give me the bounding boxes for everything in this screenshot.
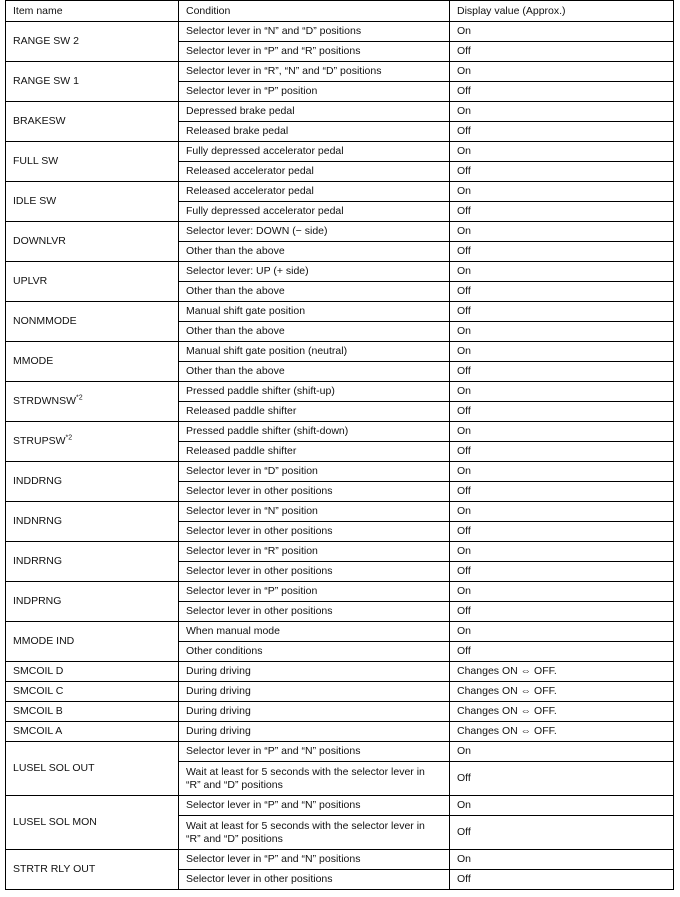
item-name-cell — [6, 796, 179, 850]
item-name-cell — [6, 702, 179, 722]
display-value-cell: On — [450, 622, 674, 642]
display-value-cell: Changes ON ⇔ OFF. — [450, 662, 674, 682]
display-value-cell: On — [450, 850, 674, 870]
item-name-cell — [6, 462, 179, 502]
condition-cell: Released paddle shifter — [179, 402, 450, 422]
item-name: RANGE SW 2 — [13, 35, 79, 47]
table-row — [6, 382, 674, 402]
display-value-cell: Off — [450, 602, 674, 622]
table-row — [6, 622, 674, 642]
display-value-cell: Off — [450, 82, 674, 102]
item-name-cell — [6, 342, 179, 382]
item-name: SMCOIL B — [13, 705, 63, 717]
item-name: STRTR RLY OUT — [13, 863, 96, 875]
item-name-cell — [6, 262, 179, 302]
table-row — [6, 142, 674, 162]
condition-cell: Selector lever in “P” and “N” positions — [179, 742, 450, 762]
table-row — [6, 742, 674, 762]
condition-cell: Selector lever in “P” and “N” positions — [179, 850, 450, 870]
display-value-cell: Off — [450, 442, 674, 462]
item-name-cell — [6, 22, 179, 62]
condition-cell: Other than the above — [179, 362, 450, 382]
display-value-cell: Off — [450, 282, 674, 302]
display-value-cell: Off — [450, 870, 674, 890]
condition-cell: Selector lever in “P” position — [179, 82, 450, 102]
display-value-cell: On — [450, 422, 674, 442]
condition-cell: Released accelerator pedal — [179, 162, 450, 182]
item-name: UPLVR — [13, 275, 48, 287]
footnote-marker: *2 — [76, 394, 83, 402]
condition-cell: Selector lever in other positions — [179, 522, 450, 542]
display-value-cell: On — [450, 542, 674, 562]
item-name-cell — [6, 542, 179, 582]
display-value-cell: Changes ON ⇔ OFF. — [450, 702, 674, 722]
condition-cell: Released paddle shifter — [179, 442, 450, 462]
display-value-cell: Off — [450, 816, 674, 850]
display-value-cell: Off — [450, 402, 674, 422]
condition-cell: Selector lever in other positions — [179, 870, 450, 890]
item-name-cell — [6, 382, 179, 422]
item-name: STRUPSW — [13, 435, 66, 447]
display-value-table — [5, 0, 674, 890]
item-name: BRAKESW — [13, 115, 66, 127]
display-value-cell: On — [450, 582, 674, 602]
table-row — [6, 702, 674, 722]
item-name-cell — [6, 62, 179, 102]
item-name: STRDWNSW — [13, 395, 76, 407]
table-row — [6, 342, 674, 362]
item-name-cell — [6, 582, 179, 622]
item-name: RANGE SW 1 — [13, 75, 79, 87]
display-value-cell: Off — [450, 202, 674, 222]
display-value-cell: Off — [450, 642, 674, 662]
condition-cell: Selector lever in “P” and “R” positions — [179, 42, 450, 62]
display-value-cell: On — [450, 502, 674, 522]
display-value-cell: Changes ON ⇔ OFF. — [450, 682, 674, 702]
table-row — [6, 62, 674, 82]
footnote-marker: *2 — [65, 434, 73, 442]
condition-cell: Other than the above — [179, 322, 450, 342]
condition-cell: Other than the above — [179, 282, 450, 302]
item-name: SMCOIL C — [13, 685, 64, 697]
item-name-cell — [6, 850, 179, 890]
item-name-cell — [6, 742, 179, 796]
condition-cell: Manual shift gate position (neutral) — [179, 342, 450, 362]
display-value-cell: Off — [450, 162, 674, 182]
display-value-cell: On — [450, 102, 674, 122]
condition-cell: Selector lever in “R”, “N” and “D” positions — [179, 62, 450, 82]
table-row — [6, 682, 674, 702]
display-value-cell: Off — [450, 762, 674, 796]
item-name-cell — [6, 422, 179, 462]
display-value-cell: Off — [450, 362, 674, 382]
table-row — [6, 582, 674, 602]
item-name: MMODE — [13, 355, 54, 367]
condition-cell: Selector lever in “N” position — [179, 502, 450, 522]
display-value-cell: Off — [450, 562, 674, 582]
condition-cell: Selector lever in “P” and “N” positions — [179, 796, 450, 816]
display-value-cell: On — [450, 342, 674, 362]
condition-cell: Pressed paddle shifter (shift-up) — [179, 382, 450, 402]
condition-cell: Wait at least for 5 seconds with the selector lever in “R” and “D” positions — [179, 762, 450, 796]
item-name: MMODE IND — [13, 635, 75, 647]
condition-cell: Wait at least for 5 seconds with the selector lever in “R” and “D” positions — [179, 816, 450, 850]
item-name-cell — [6, 502, 179, 542]
display-value-cell: On — [450, 142, 674, 162]
header-display-value: Display value (Approx.) — [450, 1, 674, 22]
condition-cell: Selector lever: UP (+ side) — [179, 262, 450, 282]
item-name: SMCOIL A — [13, 725, 63, 737]
condition-cell: Other than the above — [179, 242, 450, 262]
item-name: NONMMODE — [13, 315, 77, 327]
display-value-cell: Off — [450, 42, 674, 62]
condition-cell: Selector lever in “R” position — [179, 542, 450, 562]
display-value-cell: On — [450, 182, 674, 202]
data-table-container — [5, 0, 674, 890]
table-body — [6, 22, 674, 890]
item-name: IDLE SW — [13, 195, 57, 207]
condition-cell: Released accelerator pedal — [179, 182, 450, 202]
header-condition: Condition — [179, 1, 450, 22]
condition-cell: Pressed paddle shifter (shift-down) — [179, 422, 450, 442]
condition-cell: During driving — [179, 682, 450, 702]
item-name: INDPRNG — [13, 595, 62, 607]
item-name: LUSEL SOL OUT — [13, 762, 95, 774]
table-row — [6, 796, 674, 816]
condition-cell: Selector lever in other positions — [179, 562, 450, 582]
item-name-cell — [6, 102, 179, 142]
display-value-cell: Off — [450, 522, 674, 542]
condition-cell: Selector lever in “N” and “D” positions — [179, 22, 450, 42]
display-value-cell: Off — [450, 482, 674, 502]
display-value-cell: On — [450, 22, 674, 42]
condition-cell: Depressed brake pedal — [179, 102, 450, 122]
table-row — [6, 502, 674, 522]
condition-cell: Released brake pedal — [179, 122, 450, 142]
table-row — [6, 722, 674, 742]
display-value-cell: On — [450, 62, 674, 82]
table-row — [6, 102, 674, 122]
display-value-cell: Off — [450, 122, 674, 142]
condition-cell: Selector lever in “P” position — [179, 582, 450, 602]
item-name-cell — [6, 662, 179, 682]
header-item-name: Item name — [6, 1, 179, 22]
display-value-cell: On — [450, 462, 674, 482]
item-name: INDNRNG — [13, 515, 62, 527]
item-name-cell — [6, 142, 179, 182]
display-value-cell: On — [450, 262, 674, 282]
table-row — [6, 302, 674, 322]
table-row — [6, 422, 674, 442]
display-value-cell: On — [450, 382, 674, 402]
table-row — [6, 262, 674, 282]
table-row — [6, 462, 674, 482]
item-name-cell — [6, 182, 179, 222]
condition-cell: Fully depressed accelerator pedal — [179, 142, 450, 162]
condition-cell: Fully depressed accelerator pedal — [179, 202, 450, 222]
display-value-cell: Off — [450, 242, 674, 262]
condition-cell: During driving — [179, 702, 450, 722]
condition-cell: Manual shift gate position — [179, 302, 450, 322]
display-value-cell: On — [450, 322, 674, 342]
table-row — [6, 662, 674, 682]
display-value-cell: Off — [450, 302, 674, 322]
display-value-cell: On — [450, 222, 674, 242]
table-row — [6, 222, 674, 242]
condition-cell: When manual mode — [179, 622, 450, 642]
item-name-cell — [6, 682, 179, 702]
table-row — [6, 22, 674, 42]
header-row — [6, 1, 674, 22]
item-name-cell — [6, 722, 179, 742]
condition-cell: During driving — [179, 722, 450, 742]
condition-cell: Selector lever in other positions — [179, 602, 450, 622]
item-name-cell — [6, 302, 179, 342]
condition-cell: Selector lever in “D” position — [179, 462, 450, 482]
display-value-cell: Changes ON ⇔ OFF. — [450, 722, 674, 742]
item-name: INDDRNG — [13, 475, 62, 487]
item-name: DOWNLVR — [13, 235, 66, 247]
condition-cell: Other conditions — [179, 642, 450, 662]
condition-cell: Selector lever: DOWN (− side) — [179, 222, 450, 242]
display-value-cell: On — [450, 742, 674, 762]
table-row — [6, 542, 674, 562]
condition-cell: Selector lever in other positions — [179, 482, 450, 502]
table-row — [6, 850, 674, 870]
item-name: FULL SW — [13, 155, 59, 167]
item-name: INDRRNG — [13, 555, 62, 567]
item-name-cell — [6, 622, 179, 662]
display-value-cell: On — [450, 796, 674, 816]
condition-cell: During driving — [179, 662, 450, 682]
item-name: SMCOIL D — [13, 665, 64, 677]
item-name-cell — [6, 222, 179, 262]
table-row — [6, 182, 674, 202]
item-name: LUSEL SOL MON — [13, 816, 97, 828]
